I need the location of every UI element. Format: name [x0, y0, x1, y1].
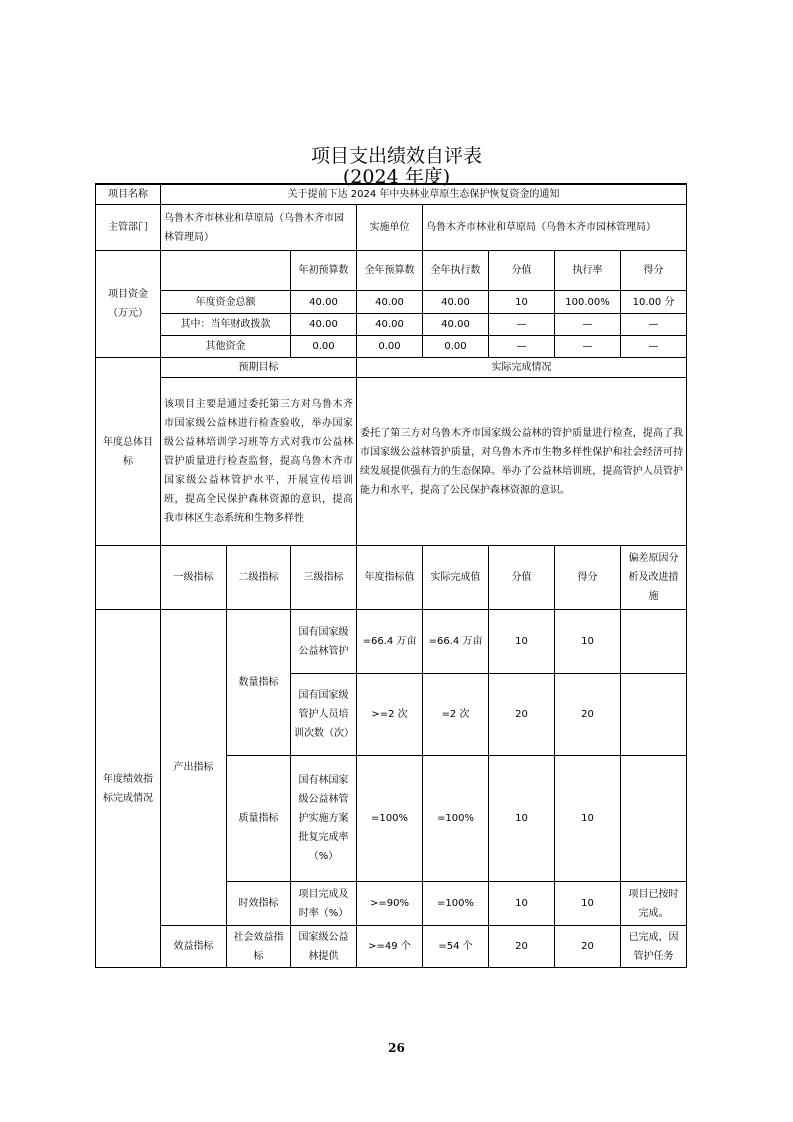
actual-cell: =54 个 [423, 926, 489, 968]
got-cell: 10 [555, 756, 621, 882]
indicators-section-label: 年度绩效指标完成情况 [96, 610, 161, 968]
target-cell: >=90% [357, 882, 423, 926]
indicators-header: 实际完成值 [423, 546, 489, 610]
funds-cell: — [489, 336, 555, 358]
table-row [96, 314, 687, 336]
indicators-header: 得分 [555, 546, 621, 610]
funds-cell: — [621, 314, 687, 336]
table-row [96, 926, 687, 968]
indicators-header: 分值 [489, 546, 555, 610]
note-cell [621, 756, 687, 882]
project-name-label: 项目名称 [96, 184, 161, 205]
goals-expected-label: 预期目标 [161, 358, 357, 378]
goals-actual-label: 实际完成情况 [357, 358, 687, 378]
funds-cell: 40.00 [357, 291, 423, 314]
level3-cell: 国有国家级管护人员培训次数（次） [291, 674, 357, 756]
level1-benefit: 效益指标 [161, 926, 227, 968]
got-cell: 10 [555, 882, 621, 926]
funds-row-label: 其中：当年财政拨款 [161, 314, 291, 336]
note-cell [621, 610, 687, 674]
target-cell: =100% [357, 756, 423, 882]
actual-cell: =66.4 万亩 [423, 610, 489, 674]
indicators-header: 一级指标 [161, 546, 227, 610]
target-cell: >=49 个 [357, 926, 423, 968]
funds-label: 项目资金（万元） [96, 251, 161, 358]
level3-cell: 项目完成及时率（%） [291, 882, 357, 926]
level2-quantity: 数量指标 [227, 610, 291, 756]
page-title: 项目支出绩效自评表 [310, 145, 482, 167]
note-cell: 项目已按时完成。 [621, 882, 687, 926]
funds-row-label: 年度资金总额 [161, 291, 291, 314]
level3-cell: 国有国家级公益林管护 [291, 610, 357, 674]
funds-cell: 40.00 [423, 314, 489, 336]
indicators-header-blank [96, 546, 161, 610]
funds-cell: 40.00 [291, 314, 357, 336]
funds-header: 分值 [489, 251, 555, 291]
indicators-header: 三级指标 [291, 546, 357, 610]
funds-cell: 0.00 [423, 336, 489, 358]
funds-header: 年初预算数 [291, 251, 357, 291]
dept-label: 主管部门 [96, 205, 161, 251]
funds-header: 全年预算数 [357, 251, 423, 291]
score-cell: 10 [489, 882, 555, 926]
funds-cell: 0.00 [291, 336, 357, 358]
target-cell: =66.4 万亩 [357, 610, 423, 674]
page-number: 26 [388, 1041, 405, 1055]
actual-cell: =100% [423, 882, 489, 926]
funds-cell: 100.00% [555, 291, 621, 314]
got-cell: 10 [555, 610, 621, 674]
impl-value: 乌鲁木齐市林业和草原局（乌鲁木齐市园林管理局） [423, 205, 687, 251]
level1-output: 产出指标 [161, 610, 227, 926]
dept-value: 乌鲁木齐市林业和草原局（乌鲁木齐市园林管理局） [161, 205, 357, 251]
score-cell: 20 [489, 926, 555, 968]
level2-quality: 质量指标 [227, 756, 291, 882]
note-cell [621, 674, 687, 756]
page-subtitle: (2024 年度) [342, 166, 451, 188]
indicators-header: 偏差原因分析及改进措施 [621, 546, 687, 610]
target-cell: >=2 次 [357, 674, 423, 756]
table-row [96, 336, 687, 358]
goals-actual-text: 委托了第三方对乌鲁木齐市国家级公益林的管护质量进行检查，提高了我市国家级公益林管护质量，对乌鲁木齐市生物多样性保护和社会经济可持续发展提供强有力的生态保障。举办了公益林培训班，提高管护人员管护能力和水平，提高了公民保护森林资源的意识。 [357, 378, 687, 546]
score-cell: 20 [489, 674, 555, 756]
funds-cell: — [555, 314, 621, 336]
funds-cell: 10.00 分 [621, 291, 687, 314]
actual-cell: =2 次 [423, 674, 489, 756]
level2-time: 时效指标 [227, 882, 291, 926]
note-cell: 已完成，因管护任务 [621, 926, 687, 968]
funds-row-label: 其他资金 [161, 336, 291, 358]
actual-cell: =100% [423, 756, 489, 882]
funds-header: 得分 [621, 251, 687, 291]
goals-label: 年度总体目标 [96, 358, 161, 546]
funds-cell: — [621, 336, 687, 358]
performance-table [95, 183, 687, 968]
funds-header: 执行率 [555, 251, 621, 291]
funds-cell: 0.00 [357, 336, 423, 358]
score-cell: 10 [489, 610, 555, 674]
funds-header-blank [161, 251, 291, 291]
funds-cell: 40.00 [357, 314, 423, 336]
impl-label: 实施单位 [357, 205, 423, 251]
funds-cell: 40.00 [423, 291, 489, 314]
project-name-value: 关于提前下达 2024 年中央林业草原生态保护恢复资金的通知 [161, 184, 687, 205]
funds-cell: — [489, 314, 555, 336]
level3-cell: 国有林国家级公益林管护实施方案批复完成率（%） [291, 756, 357, 882]
funds-header: 全年执行数 [423, 251, 489, 291]
goals-expected-text: 该项目主要是通过委托第三方对乌鲁木齐市国家级公益林进行检查验收，举办国家级公益林培训学习班等方式对我市公益林管护质量进行检查监督，提高乌鲁木齐市国家级公益林管护水平，开展宣传培训班，提高全民保护森林资源的意识，提高我市林区生态系统和生物多样性 [161, 378, 357, 546]
indicators-header: 年度指标值 [357, 546, 423, 610]
funds-cell: 10 [489, 291, 555, 314]
table-row [96, 610, 687, 674]
level3-cell: 国家级公益林提供 [291, 926, 357, 968]
got-cell: 20 [555, 674, 621, 756]
funds-cell: — [555, 336, 621, 358]
table-row [96, 291, 687, 314]
funds-cell: 40.00 [291, 291, 357, 314]
level2-social: 社会效益指标 [227, 926, 291, 968]
got-cell: 20 [555, 926, 621, 968]
score-cell: 10 [489, 756, 555, 882]
indicators-header: 二级指标 [227, 546, 291, 610]
